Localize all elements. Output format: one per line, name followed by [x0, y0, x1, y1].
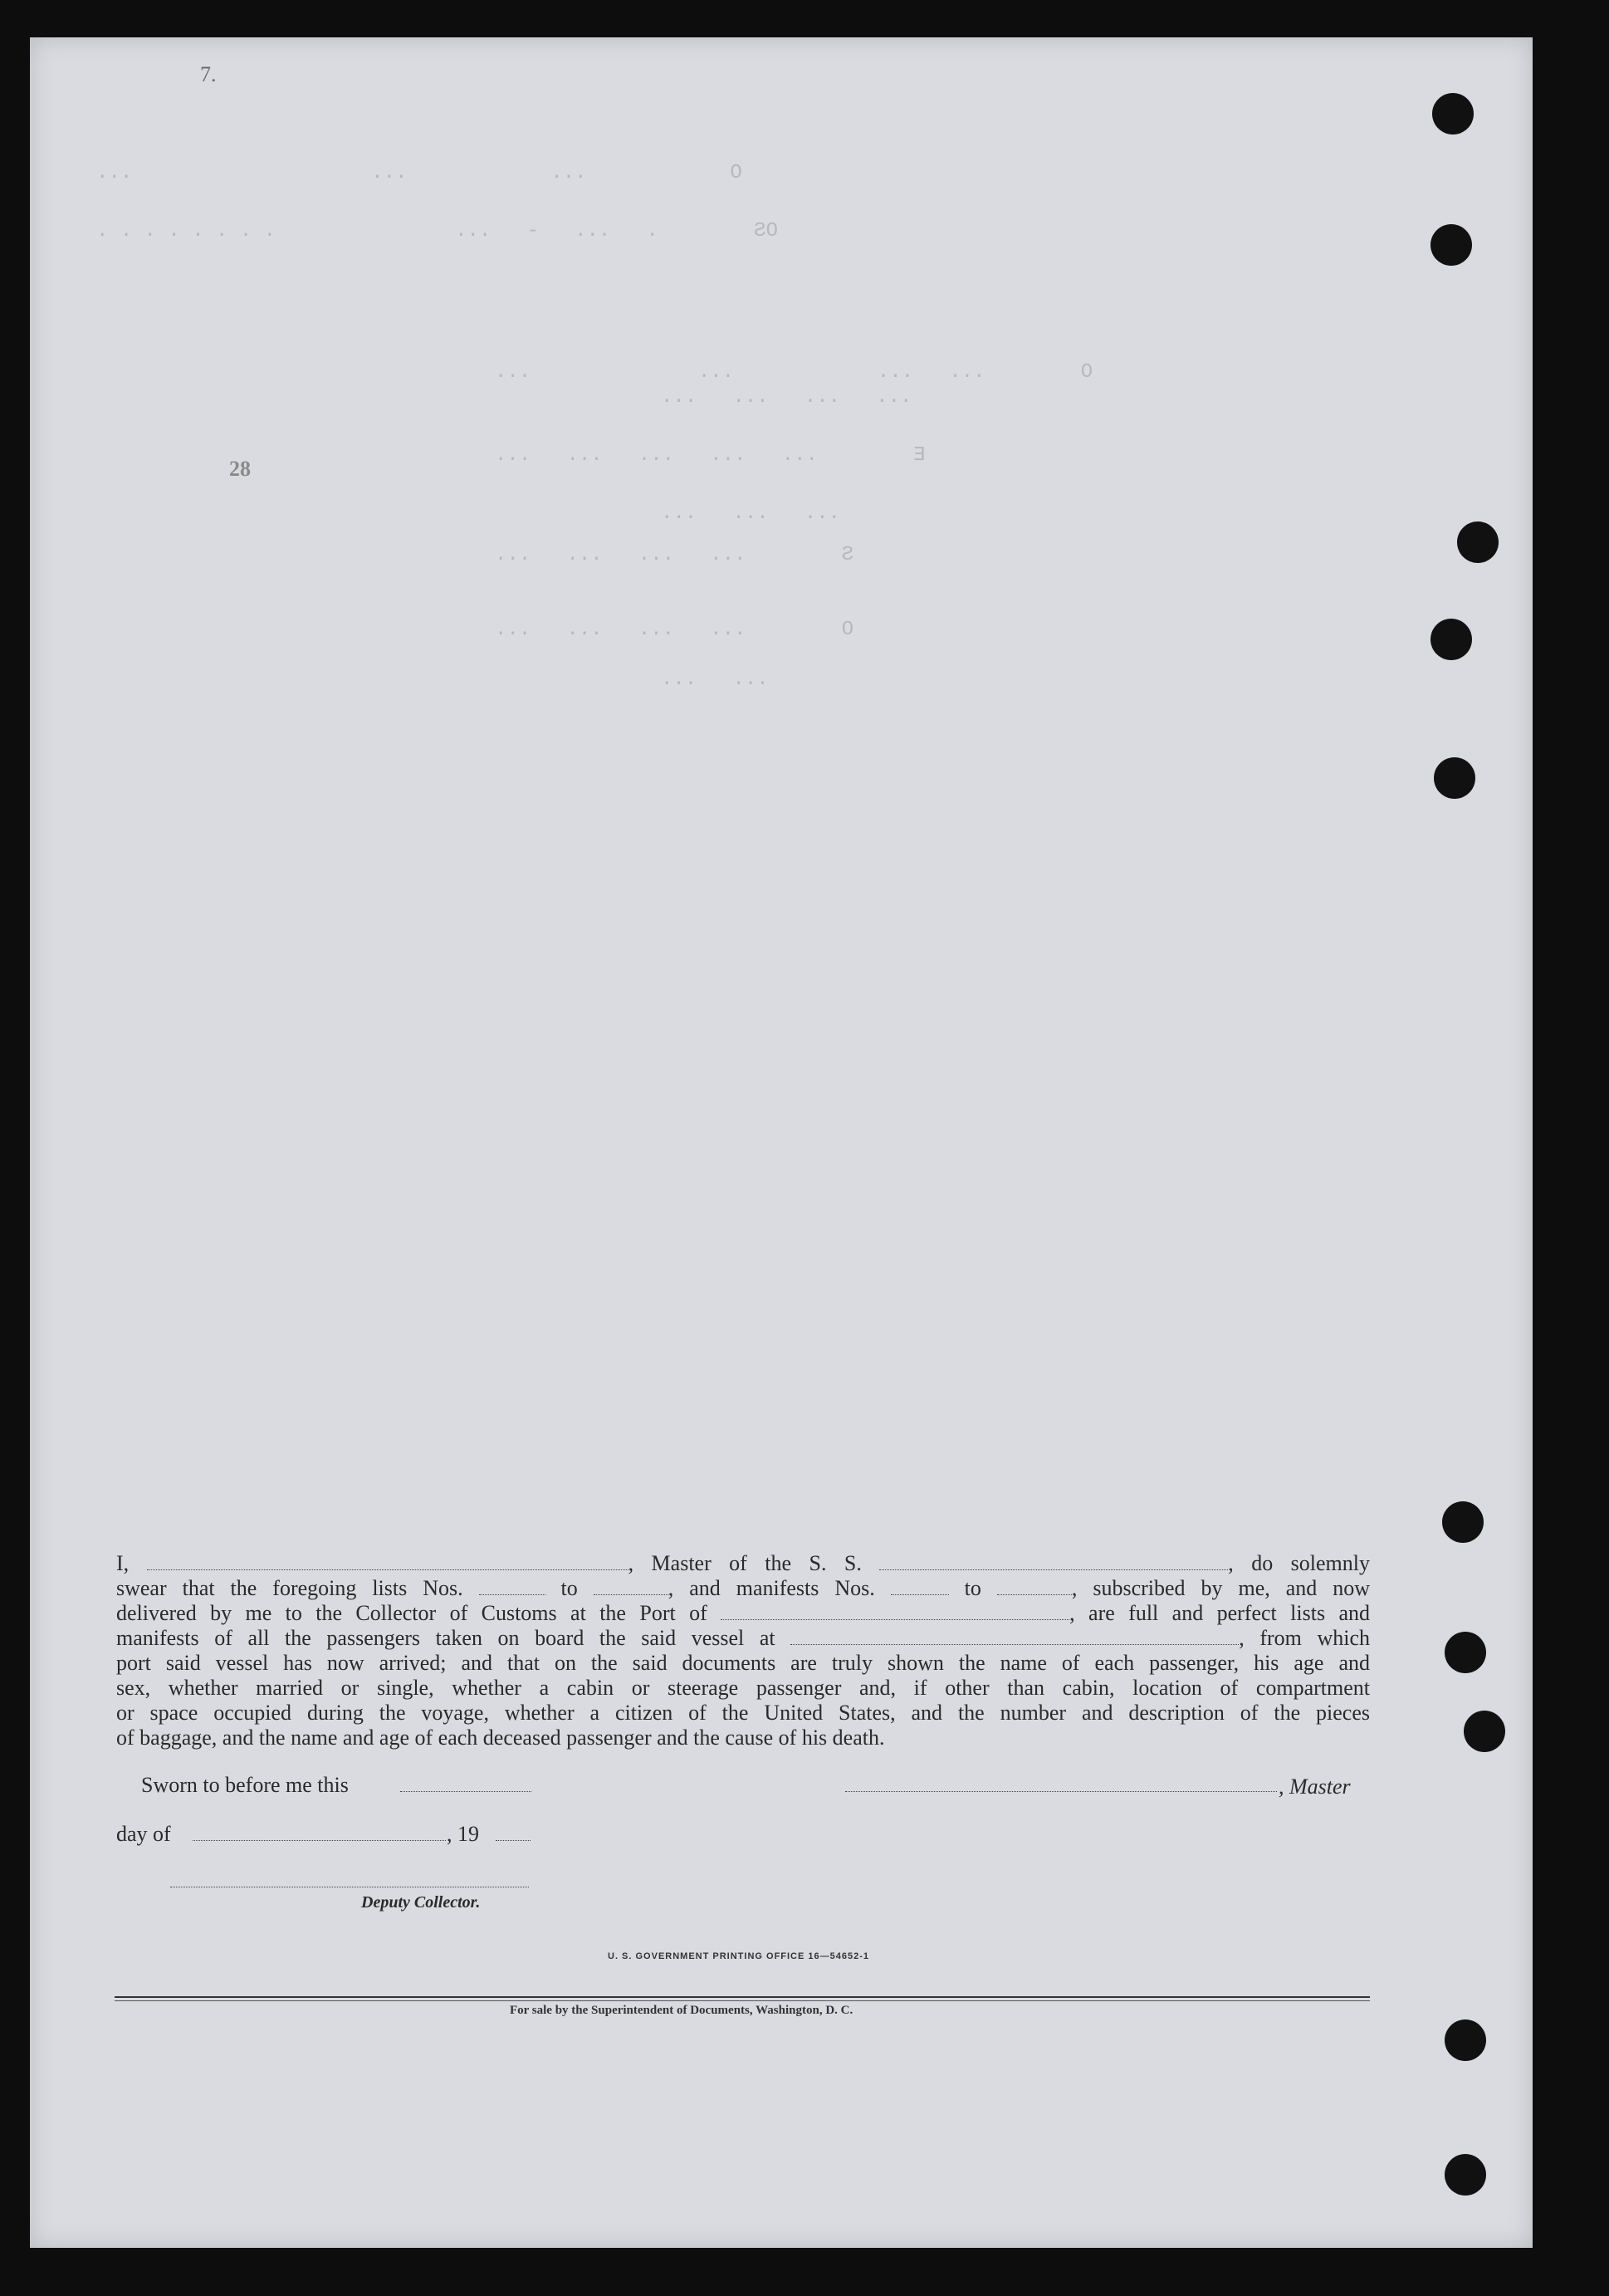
bleed-through-text: ... ... ... [661, 502, 841, 525]
sworn-date-blank[interactable] [400, 1791, 531, 1792]
oath-text: to [964, 1576, 981, 1600]
oath-text: I, [116, 1551, 130, 1575]
oath-text: , do solemnly [1228, 1551, 1370, 1575]
list-from-blank[interactable] [479, 1579, 545, 1595]
bleed-through-text: S ... ... ... ... [495, 544, 854, 566]
oath-text: port said vessel has now arrived; and that on the said documents are truly shown the name of each passenger, his age and [116, 1651, 1370, 1675]
punch-hole [1464, 1711, 1505, 1752]
bleed-through-text: OS . ... - ... . . . . . . . . [96, 220, 778, 242]
punch-hole [1434, 757, 1475, 799]
punch-hole [1445, 2154, 1486, 2196]
punch-hole [1432, 93, 1474, 135]
bleed-through-text: ... ... ... ... [661, 386, 912, 409]
oath-text: or space occupied during the voyage, whether a citizen of the United States, and the number and description of the pieces [116, 1701, 1370, 1725]
oath-text: , are full and perfect lists and [1069, 1601, 1370, 1625]
margin-mark: 28 [229, 457, 251, 481]
master-label: , Master [1279, 1775, 1351, 1799]
master-name-blank[interactable] [147, 1554, 628, 1570]
manifest-from-blank[interactable] [891, 1579, 949, 1595]
top-mark: 7. [200, 62, 217, 86]
bleed-through-text: O ... ... ... [96, 162, 742, 184]
departure-port-blank[interactable] [790, 1629, 1239, 1645]
punch-hole [1445, 2019, 1486, 2061]
oath-text: sex, whether married or single, whether a cabin or steerage passenger and, if other than cabin, location of compartment [116, 1676, 1370, 1700]
oath-text: to [560, 1576, 578, 1600]
punch-hole [1430, 224, 1472, 266]
punch-hole [1457, 521, 1499, 563]
for-sale-note: For sale by the Superintendent of Documents, Washington, D. C. [510, 2004, 853, 2017]
deputy-label: Deputy Collector. [361, 1893, 481, 1912]
oath-text: , from which [1239, 1626, 1370, 1650]
port-blank[interactable] [721, 1604, 1069, 1620]
punch-hole [1445, 1632, 1486, 1673]
manifest-page [30, 37, 1533, 2248]
day-of-label: day of [116, 1822, 171, 1846]
bleed-through-text: ... ... [661, 668, 769, 691]
manifest-to-blank[interactable] [997, 1579, 1072, 1595]
year-blank[interactable] [496, 1840, 531, 1841]
footer-rule [115, 2000, 1370, 2001]
year-label: , 19 [447, 1822, 479, 1846]
oath-text: , subscribed by me, and now [1071, 1576, 1370, 1600]
list-to-blank[interactable] [594, 1579, 668, 1595]
punch-hole [1430, 619, 1472, 660]
footer-rule [115, 1996, 1370, 1998]
oath-text: delivered by me to the Collector of Customs at the Port of [116, 1601, 707, 1625]
oath-text: manifests of all the passengers taken on board the said vessel at [116, 1626, 775, 1650]
oath-text: of baggage, and the name and age of each deceased passenger and the cause of his death. [116, 1726, 885, 1750]
bleed-through-text: E ... ... ... ... ... [495, 444, 926, 467]
punch-hole [1442, 1501, 1484, 1543]
printing-office-note: U. S. GOVERNMENT PRINTING OFFICE 16—54652-1 [608, 1951, 870, 1961]
ship-name-blank[interactable] [879, 1554, 1228, 1570]
master-oath [116, 1551, 1370, 1750]
sworn-label: Sworn to before me this [141, 1773, 349, 1797]
bleed-through-text: O ... ... ... ... [495, 619, 854, 641]
bleed-through-text: O ... ... ... ... [495, 361, 1093, 384]
day-of-blank[interactable] [193, 1840, 446, 1841]
master-signature-line[interactable] [845, 1791, 1277, 1792]
oath-text: , and manifests Nos. [668, 1576, 875, 1600]
oath-text: swear that the foregoing lists Nos. [116, 1576, 463, 1600]
oath-text: , Master of the S. S. [628, 1551, 862, 1575]
